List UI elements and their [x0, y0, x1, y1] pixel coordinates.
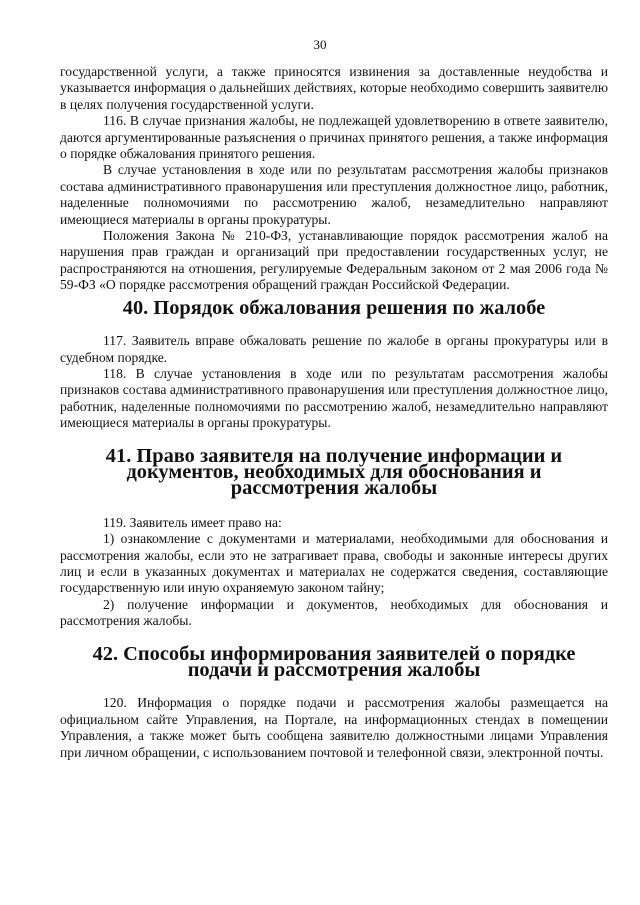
paragraph-119-item-1: 1) ознакомление с документами и материалами, необходимыми для обоснования и рассмотрения жалобы, если это не затрагивает права, свободы и законные интересы других лиц и если в указанных документах и материалах не содержатся сведения, составляющие государственную или иную охраняемую законом тайну; — [60, 531, 608, 596]
section-42-heading: 42. Способы информирования заявителей о порядке подачи и рассмотрения жалобы — [92, 642, 576, 681]
document-body — [60, 64, 608, 761]
section-40-heading: 40. Порядок обжалования решения по жалобе — [122, 296, 546, 319]
paragraph-118: 118. В случае установления в ходе или по результатам рассмотрения жалобы признаков состава административного правонарушения или преступления должностное лицо, работник, наделенные полномочиями по рассмотрению жалоб, незамедлительно направляют имеющиеся материалы в органы прокуратуры. — [60, 365, 608, 431]
paragraph-violation-notice: В случае установления в ходе или по результатам рассмотрения жалобы признаков состава административного правонарушения или преступления должностное лицо, работник, наделенные полномочиями по рассмотрению жалоб, незамедлительно направляют имеющиеся материалы в органы прокуратуры. — [60, 162, 608, 227]
section-41-heading: 41. Право заявителя на получение информации и документов, необходимых для обоснования и рассмотрения жалобы — [105, 444, 563, 500]
paragraph-117: 117. Заявитель вправе обжаловать решение по жалобе в органы прокуратуры или в судебном порядке. — [60, 333, 608, 365]
paragraph-119: 119. Заявитель имеет право на: — [103, 514, 282, 530]
paragraph-119-item-2: 2) получение информации и документов, необходимых для обоснования и рассмотрения жалобы. — [60, 596, 608, 629]
paragraph-law-210: Положения Закона № 210-ФЗ, устанавливающие порядок рассмотрения жалоб на нарушения прав граждан и организаций при предоставлении государственных услуг, не распространяются на отношения, регулируемые Федеральным законом от 2 мая 2006 года № 59-ФЗ «О порядке рассмотрения обращений граждан Российской Федерации. — [60, 228, 608, 293]
paragraph-continuation: государственной услуги, а также приносятся извинения за доставленные неудобства и указывается информация о дальнейших действиях, которые необходимо совершить заявителю в целях получения государственной услуги. — [60, 64, 608, 112]
page-number: 30 — [313, 37, 327, 52]
paragraph-120: 120. Информация о порядке подачи и рассмотрения жалобы размещается на официальном сайте Управления, на Портале, на информационных стендах в помещении Управления, а также может быть сообщена заявителю должностными лицами Управления при личном обращении, с использованием почтовой и телефонной связи, электронной почты. — [60, 695, 608, 760]
paragraph-116: 116. В случае признания жалобы, не подлежащей удовлетворению в ответе заявителю, даются аргументированные разъяснения о причинах принятого решения, а также информация о порядке обжалования принятого решения. — [60, 113, 608, 162]
